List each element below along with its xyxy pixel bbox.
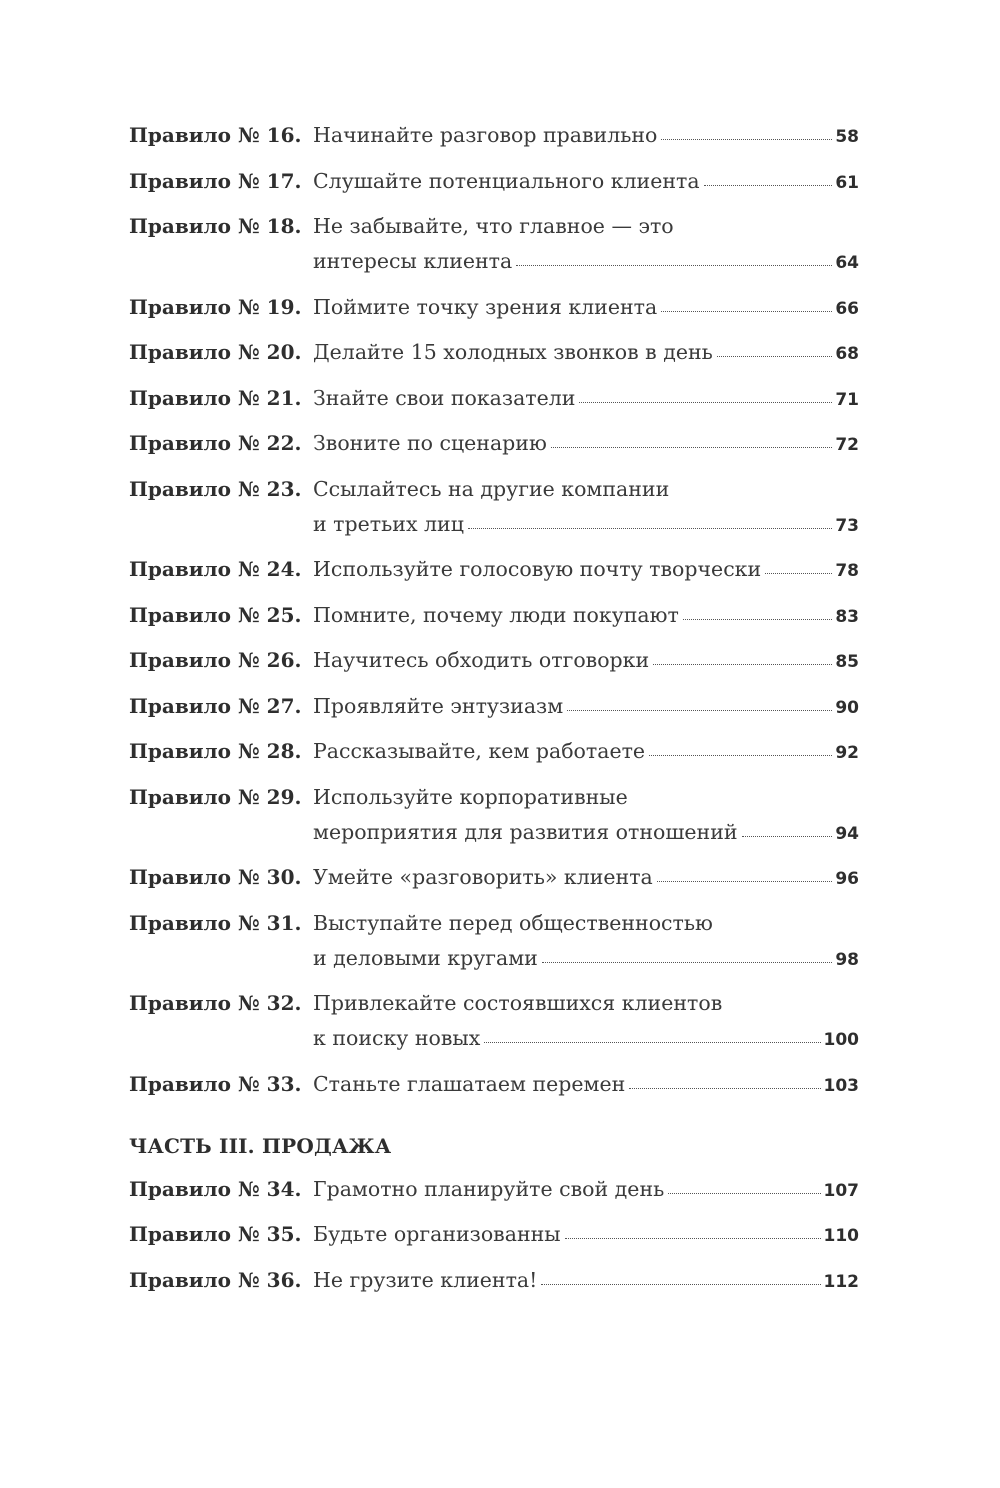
page-number: 64 bbox=[835, 253, 859, 273]
rule-number: Правило № 22. bbox=[129, 431, 302, 455]
rule-number: Правило № 36. bbox=[129, 1267, 302, 1292]
rule-title-line: Выступайте перед общественностью bbox=[313, 910, 713, 935]
toc-entry[interactable] bbox=[129, 209, 859, 279]
rule-title-block bbox=[313, 290, 859, 325]
dot-leader bbox=[649, 754, 832, 756]
rule-title: и деловыми кругами bbox=[313, 945, 538, 970]
rule-title: Используйте голосовую почту творчески bbox=[313, 557, 762, 581]
rule-title-block bbox=[313, 689, 859, 724]
rule-number: Правило № 17. bbox=[129, 168, 302, 193]
dot-leader bbox=[657, 880, 833, 882]
rule-title: Будьте организованны bbox=[313, 1222, 561, 1246]
rule-title: Слушайте потенциального клиента bbox=[313, 168, 700, 193]
page-number: 61 bbox=[835, 172, 859, 193]
rule-title-block bbox=[313, 118, 859, 153]
rule-title: Научитесь обходить отговорки bbox=[313, 648, 650, 672]
rule-title: интересы клиента bbox=[313, 249, 513, 273]
rule-number: Правило № 16. bbox=[129, 123, 302, 147]
toc-entry[interactable] bbox=[129, 335, 859, 370]
page-number: 66 bbox=[835, 298, 859, 319]
page-number: 71 bbox=[835, 389, 859, 410]
rule-number: Правило № 30. bbox=[129, 865, 302, 889]
rule-title: Звоните по сценарию bbox=[313, 431, 547, 455]
rule-number: Правило № 35. bbox=[129, 1222, 302, 1246]
page-number: 94 bbox=[835, 823, 859, 844]
rule-title-block bbox=[313, 1217, 859, 1252]
dot-leader bbox=[541, 1283, 820, 1285]
page-number: 83 bbox=[835, 606, 859, 627]
rule-title-block bbox=[313, 209, 859, 279]
rule-title-block bbox=[313, 643, 859, 678]
page-number: 96 bbox=[835, 869, 859, 889]
rule-title-line: Используйте корпоративные bbox=[313, 784, 628, 809]
toc-entry[interactable] bbox=[129, 734, 859, 769]
rule-number: Правило № 34. bbox=[129, 1176, 302, 1201]
rule-title-block bbox=[313, 734, 859, 769]
rule-number: Правило № 20. bbox=[129, 340, 302, 364]
rule-title: и третьих лиц bbox=[313, 511, 464, 536]
rule-title: Помните, почему люди покупают bbox=[313, 602, 679, 627]
dot-leader bbox=[567, 709, 832, 711]
dot-leader bbox=[661, 310, 832, 312]
page-number: 73 bbox=[835, 515, 859, 536]
page-number: 107 bbox=[823, 1180, 859, 1201]
dot-leader bbox=[484, 1041, 820, 1043]
page-number: 85 bbox=[835, 652, 859, 672]
toc-entry[interactable] bbox=[129, 426, 859, 461]
rule-title-block bbox=[313, 1263, 859, 1298]
toc-entry[interactable] bbox=[129, 552, 859, 587]
rule-number: Правило № 27. bbox=[129, 693, 302, 718]
rule-number: Правило № 32. bbox=[129, 991, 302, 1015]
dot-leader bbox=[742, 835, 833, 837]
rule-title: к поиску новых bbox=[313, 1026, 481, 1050]
rule-title-block bbox=[313, 1172, 859, 1207]
rule-number: Правило № 21. bbox=[129, 385, 302, 410]
dot-leader bbox=[565, 1237, 821, 1239]
rule-title-block bbox=[313, 598, 859, 633]
page-number: 72 bbox=[835, 435, 859, 455]
dot-leader bbox=[704, 184, 833, 186]
rule-title: Грамотно планируйте свой день bbox=[313, 1176, 665, 1201]
rule-number: Правило № 33. bbox=[129, 1071, 302, 1096]
rule-title-block bbox=[313, 164, 859, 199]
toc-entry[interactable] bbox=[129, 1067, 859, 1102]
dot-leader bbox=[551, 446, 833, 448]
rule-title: Поймите точку зрения клиента bbox=[313, 294, 658, 319]
dot-leader bbox=[516, 264, 832, 266]
rule-number: Правило № 29. bbox=[129, 784, 302, 809]
rule-title-line: Привлекайте состоявшихся клиентов bbox=[313, 991, 723, 1015]
rule-title-block bbox=[313, 780, 859, 850]
toc-entry[interactable] bbox=[129, 780, 859, 850]
page-number: 112 bbox=[823, 1271, 859, 1292]
dot-leader bbox=[683, 618, 832, 620]
rule-title-block bbox=[313, 906, 859, 976]
rule-number: Правило № 25. bbox=[129, 602, 302, 627]
rule-title-block bbox=[313, 860, 859, 895]
toc-part2-list bbox=[129, 118, 859, 1102]
page-number: 58 bbox=[835, 127, 859, 147]
rule-title-block bbox=[313, 335, 859, 370]
dot-leader bbox=[765, 572, 832, 574]
toc-entry[interactable] bbox=[129, 381, 859, 416]
dot-leader bbox=[468, 527, 832, 529]
dot-leader bbox=[668, 1192, 820, 1194]
toc-entry[interactable] bbox=[129, 689, 859, 724]
rule-title-line: Не забывайте, что главное — это bbox=[313, 214, 674, 238]
page-number: 100 bbox=[823, 1030, 859, 1050]
dot-leader bbox=[542, 961, 832, 963]
page-number: 90 bbox=[835, 697, 859, 718]
page-number: 98 bbox=[835, 949, 859, 970]
page-number: 92 bbox=[835, 743, 859, 763]
rule-number: Правило № 24. bbox=[129, 557, 302, 581]
table-of-contents bbox=[129, 118, 859, 1308]
page-number: 103 bbox=[823, 1075, 859, 1096]
page-number: 78 bbox=[835, 561, 859, 581]
rule-title-block bbox=[313, 472, 859, 542]
rule-title: Умейте «разговорить» клиента bbox=[313, 865, 653, 889]
rule-number: Правило № 28. bbox=[129, 739, 302, 763]
dot-leader bbox=[653, 663, 832, 665]
rule-title-block bbox=[313, 381, 859, 416]
toc-part3-list bbox=[129, 1172, 859, 1298]
rule-title-block bbox=[313, 1067, 859, 1102]
toc-entry[interactable] bbox=[129, 598, 859, 633]
rule-number: Правило № 23. bbox=[129, 476, 302, 501]
dot-leader bbox=[661, 138, 832, 140]
rule-number: Правило № 19. bbox=[129, 294, 302, 319]
toc-entry[interactable] bbox=[129, 643, 859, 678]
toc-entry[interactable] bbox=[129, 164, 859, 199]
rule-title-line: Ссылайтесь на другие компании bbox=[313, 476, 670, 501]
page-number: 110 bbox=[823, 1226, 859, 1246]
rule-title: Начинайте разговор правильно bbox=[313, 123, 658, 147]
page-number: 68 bbox=[835, 344, 859, 364]
toc-entry[interactable] bbox=[129, 986, 859, 1056]
toc-entry[interactable] bbox=[129, 118, 859, 153]
rule-title-block bbox=[313, 426, 859, 461]
rule-title: Делайте 15 холодных звонков в день bbox=[313, 340, 713, 364]
section-heading: ЧАСТЬ III. ПРОДАЖА bbox=[129, 1133, 392, 1158]
rule-title: Проявляйте энтузиазм bbox=[313, 693, 564, 718]
dot-leader bbox=[717, 355, 833, 357]
rule-title-block bbox=[313, 986, 859, 1056]
toc-entry[interactable] bbox=[129, 906, 859, 976]
toc-entry[interactable] bbox=[129, 472, 859, 542]
toc-entry[interactable] bbox=[129, 860, 859, 895]
rule-number: Правило № 18. bbox=[129, 214, 302, 238]
dot-leader bbox=[629, 1087, 820, 1089]
rule-title-block bbox=[313, 552, 859, 587]
rule-title: Знайте свои показатели bbox=[313, 385, 576, 410]
toc-entry[interactable] bbox=[129, 290, 859, 325]
dot-leader bbox=[579, 401, 832, 403]
rule-title: Рассказывайте, кем работаете bbox=[313, 739, 646, 763]
toc-entry[interactable] bbox=[129, 1172, 859, 1207]
rule-number: Правило № 26. bbox=[129, 648, 302, 672]
toc-entry[interactable] bbox=[129, 1217, 859, 1252]
rule-title: Станьте глашатаем перемен bbox=[313, 1071, 626, 1096]
toc-entry[interactable] bbox=[129, 1263, 859, 1298]
rule-title: Не грузите клиента! bbox=[313, 1267, 538, 1292]
rule-number: Правило № 31. bbox=[129, 910, 302, 935]
rule-title: мероприятия для развития отношений bbox=[313, 819, 738, 844]
